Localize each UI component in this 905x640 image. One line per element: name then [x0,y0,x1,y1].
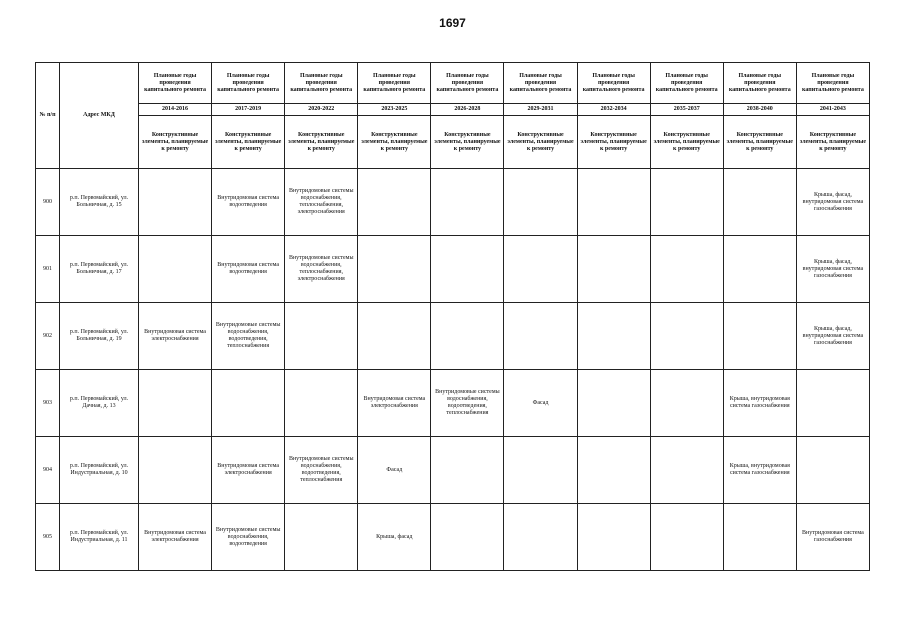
repair-cell [650,437,723,504]
repair-cell [577,169,650,236]
repair-cell: Крыша, фасад, внутридомовая система газоснабжения [796,303,869,370]
header-period-label: Плановые годы проведения капитального ремонта [650,63,723,104]
header-row-number: № п/п [36,63,60,169]
repair-cell: Внутридомовая система электроснабжения [139,504,212,571]
repair-cell [285,303,358,370]
header-elements: Конструктивные элементы, планируемые к ремонту [650,116,723,169]
header-years: 2026-2028 [431,104,504,116]
repair-cell [431,303,504,370]
repair-cell [650,303,723,370]
row-address: р.п. Первомайский, ул. Дачная, д. 13 [60,370,139,437]
header-row-elements [36,116,870,169]
page-number: 1697 [439,16,466,30]
repair-cell [723,169,796,236]
repair-cell: Внутридомовые системы водоснабжения, теплоснабжения, электроснабжения [285,169,358,236]
repair-cell [504,303,577,370]
header-period-label: Плановые годы проведения капитального ремонта [796,63,869,104]
header-years: 2035-2037 [650,104,723,116]
table-body [36,169,870,571]
header-period-label: Плановые годы проведения капитального ремонта [577,63,650,104]
header-period-label: Плановые годы проведения капитального ремонта [504,63,577,104]
header-elements: Конструктивные элементы, планируемые к ремонту [504,116,577,169]
repair-cell [431,437,504,504]
repair-cell [650,236,723,303]
repair-cell [285,370,358,437]
repair-cell [358,303,431,370]
repair-cell: Внутридомовые системы водоснабжения, водоотведения, теплоснабжения [212,303,285,370]
header-elements: Конструктивные элементы, планируемые к ремонту [139,116,212,169]
row-address: р.п. Первомайский, ул. Больничная, д. 19 [60,303,139,370]
repair-cell [796,437,869,504]
header-years: 2017-2019 [212,104,285,116]
header-period-label: Плановые годы проведения капитального ремонта [285,63,358,104]
header-elements: Конструктивные элементы, планируемые к ремонту [358,116,431,169]
header-period-label: Плановые годы проведения капитального ремонта [723,63,796,104]
header-years: 2029-2031 [504,104,577,116]
header-elements: Конструктивные элементы, планируемые к ремонту [577,116,650,169]
repair-cell [650,504,723,571]
header-elements: Конструктивные элементы, планируемые к ремонту [431,116,504,169]
header-row-years [36,104,870,116]
repair-cell: Внутридомовая система электроснабжения [139,303,212,370]
repair-cell [431,236,504,303]
table-row [36,303,870,370]
row-number: 903 [36,370,60,437]
repair-cell [650,370,723,437]
repair-cell: Внутридомовые системы водоснабжения, водоотведения [212,504,285,571]
row-number: 900 [36,169,60,236]
repair-cell [577,504,650,571]
repair-cell [650,169,723,236]
row-number: 901 [36,236,60,303]
repair-cell: Крыша, внутридомовая система газоснабжения [723,370,796,437]
header-elements: Конструктивные элементы, планируемые к ремонту [212,116,285,169]
row-number: 905 [36,504,60,571]
repair-cell: Внутридомовая система электроснабжения [358,370,431,437]
row-address: р.п. Первомайский, ул. Больничная, д. 17 [60,236,139,303]
table-row [36,437,870,504]
header-period-label: Плановые годы проведения капитального ремонта [139,63,212,104]
repair-cell [358,169,431,236]
repair-cell [504,504,577,571]
repair-cell [285,504,358,571]
table-row [36,169,870,236]
repair-cell: Внутридомовые системы водоснабжения, водоотведения, теплоснабжения [431,370,504,437]
repair-cell [723,303,796,370]
repair-cell [139,370,212,437]
repair-cell [577,303,650,370]
header-period-label: Плановые годы проведения капитального ремонта [358,63,431,104]
row-address: р.п. Первомайский, ул. Индустриальная, д. 11 [60,504,139,571]
header-years: 2032-2034 [577,104,650,116]
repair-cell [504,236,577,303]
repair-cell: Внутридомовые системы водоснабжения, водоотведения, теплоснабжения [285,437,358,504]
header-years: 2014-2016 [139,104,212,116]
header-elements: Конструктивные элементы, планируемые к ремонту [796,116,869,169]
repair-cell [723,236,796,303]
header-years: 2038-2040 [723,104,796,116]
row-number: 902 [36,303,60,370]
header-years: 2023-2025 [358,104,431,116]
repair-cell: Внутридомовая система водоотведения [212,236,285,303]
header-period-label: Плановые годы проведения капитального ремонта [212,63,285,104]
table-row [36,504,870,571]
repair-cell: Крыша, фасад [358,504,431,571]
header-row-period [36,63,870,104]
row-address: р.п. Первомайский, ул. Больничная, д. 15 [60,169,139,236]
repair-cell: Крыша, фасад, внутридомовая система газоснабжения [796,236,869,303]
header-years: 2020-2022 [285,104,358,116]
repair-cell [504,437,577,504]
repair-cell [139,437,212,504]
repair-cell: Крыша, внутридомовая система газоснабжения [723,437,796,504]
repair-cell: Фасад [504,370,577,437]
header-elements: Конструктивные элементы, планируемые к ремонту [285,116,358,169]
header-elements: Конструктивные элементы, планируемые к ремонту [723,116,796,169]
repair-cell: Внутридомовые системы водоснабжения, теплоснабжения, электроснабжения [285,236,358,303]
repair-cell: Внутридомовая система электроснабжения [212,437,285,504]
repair-cell [723,504,796,571]
repair-cell [212,370,285,437]
repair-cell [431,169,504,236]
repair-cell [577,236,650,303]
repair-cell [577,437,650,504]
repair-cell: Внутридомовая система водоотведения [212,169,285,236]
row-address: р.п. Первомайский, ул. Индустриальная, д. 10 [60,437,139,504]
table-row [36,370,870,437]
repair-cell [577,370,650,437]
repair-cell [139,236,212,303]
row-number: 904 [36,437,60,504]
repair-cell [796,370,869,437]
header-address: Адрес МКД [60,63,139,169]
repair-cell: Крыша, фасад, внутридомовая система газоснабжения [796,169,869,236]
table-row [36,236,870,303]
repair-cell [431,504,504,571]
repair-cell: Внутридомовая система газоснабжения [796,504,869,571]
header-period-label: Плановые годы проведения капитального ремонта [431,63,504,104]
capital-repair-plan-table [35,62,870,571]
header-years: 2041-2043 [796,104,869,116]
repair-cell [504,169,577,236]
repair-cell [358,236,431,303]
repair-cell: Фасад [358,437,431,504]
repair-cell [139,169,212,236]
